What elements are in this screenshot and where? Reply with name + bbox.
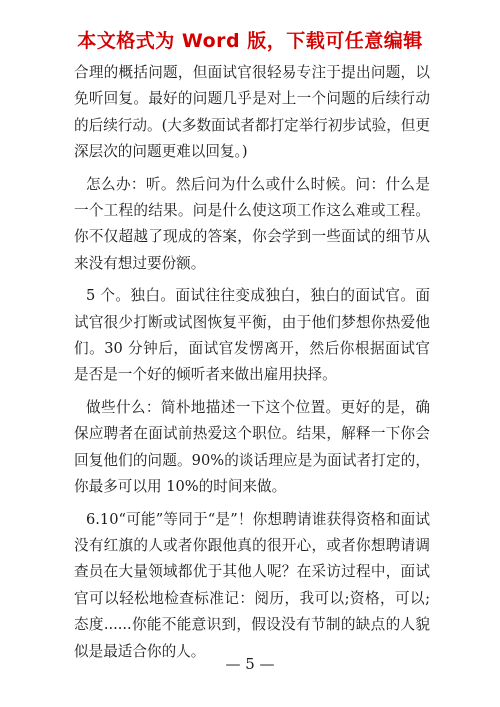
paragraph-5: 6.10“可能”等同于“是”！你想聘请谁获得资格和面试没有红旗的人或者你跟他真的很开心，或者你想聘请调查员在大量领域都优于其他人呢？在采访过程中，面试官可以轻松地检查标准记：阅历，我可以;资格，可以;态度......你能不能意识到，假设没有节制的缺点的人貌似是最适合你的人。 — [74, 510, 430, 660]
download-banner: 本文格式为 Word 版，下载可任意编辑 — [77, 30, 423, 52]
document-body — [74, 60, 430, 671]
paragraph-3: 5 个。独白。面试往往变成独白，独白的面试官。面试官很少打断或试图恢复平衡，由于他们梦想你热爱他们。30 分钟后，面试官发愣离开，然后你根据面试官是否是一个好的倾听者来做出雇用抉择。 — [74, 287, 430, 384]
paragraph-4: 做些什么：简朴地描述一下这个位置。更好的是，确保应聘者在面试前热爱这个职位。结果，解释一下你会回复他们的问题。90%的谈话理应是为面试者打定的，你最多可以用 10%的时间来做。 — [74, 398, 430, 496]
paragraph-1: 合理的概括问题，但面试官很轻易专注于提出问题，以免听回复。最好的问题几乎是对上一个问题的后续行动的后续行动。(大多数面试者都打定举行初步试验，但更深层次的问题更难以回复。) — [74, 64, 430, 161]
page-number: — 5 — — [225, 655, 275, 673]
paragraph-2: 怎么办：听。然后问为什么或什么时候。问：什么是一个工程的结果。问是什么使这项工作这么难或工程。你不仅超越了现成的答案，你会学到一些面试的细节从来没有想过要份额。 — [74, 175, 430, 272]
